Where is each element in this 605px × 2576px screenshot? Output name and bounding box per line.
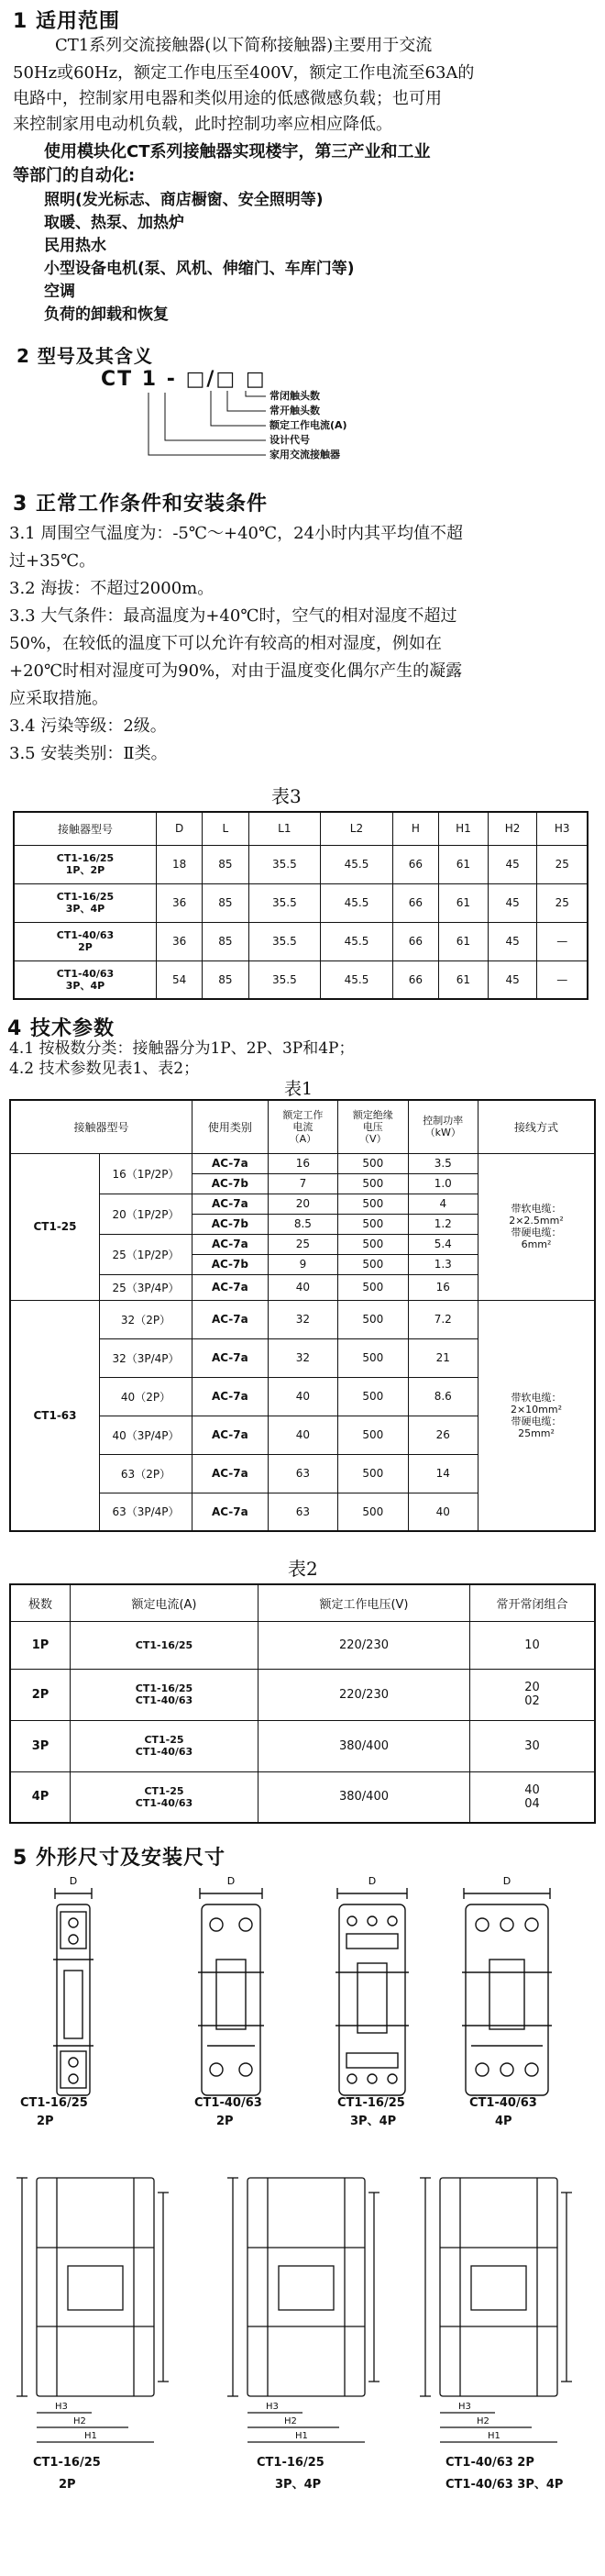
table1-voltage: 500 [338,1416,408,1454]
section4-heading: 4 技术参数 [7,1017,115,1040]
section2-heading: 2 型号及其含义 [16,345,153,367]
table2-model: CT1-25 [144,1734,184,1746]
table1-category: AC-7a [192,1377,269,1416]
tech-line: 4.1 按极数分类：接触器分为1P、2P、3P和4P； [9,1039,355,1058]
table3-model-poles: 3P、4P [65,903,105,915]
model-label-no: 常开触头数 [270,405,320,416]
table1-spec: 40（3P/4P） [100,1416,192,1454]
application-item: 民用热水 [44,237,106,255]
table3-cell: — [537,960,588,999]
condition-line: +20℃时相对湿度可为90%，对由于温度变化偶尔产生的凝露 [9,661,463,681]
table3-header: 接触器型号 [14,812,157,845]
table1-power: 21 [408,1338,478,1377]
side-views-drawing [0,2156,605,2486]
table1-caption: 表1 [284,1079,314,1099]
section1-para-line3: 电路中，控制家用电器和类似用途的低感微感负载；也可用 [13,89,442,108]
table1-spec: 25（3P/4P） [100,1274,192,1300]
table1-header-voltage: （V） [359,1132,387,1145]
table2-model: CT1-16/25 [135,1638,193,1651]
section1-heading: 1 适用范围 [13,10,120,33]
table1-voltage: 500 [338,1254,408,1274]
table2-pole: 1P [10,1621,71,1669]
table1-wiring: 带硬电缆： [511,1227,562,1238]
table1-wiring: 6mm² [521,1238,552,1250]
table1-spec: 25（1P/2P） [100,1234,192,1274]
table1-category: AC-7b [192,1173,269,1194]
table3-cell: 61 [439,922,489,960]
table2-combo: 10 [524,1638,540,1652]
table2-voltage: 220/230 [258,1621,470,1669]
table3-model-poles: 2P [78,941,93,953]
table2-model: CT1-25 [144,1784,184,1797]
side-view-caption-poles: 2P [59,2478,76,2492]
side-view-caption-model: CT1-16/25 [33,2456,101,2470]
table-row [14,845,588,883]
table1-power: 7.2 [408,1300,478,1338]
table1-category: AC-7a [192,1454,269,1493]
condition-line: 3.4 污染等级：2级。 [9,716,167,736]
table2-pole: 2P [10,1669,71,1720]
application-item: 取暖、热泵、加热炉 [44,214,184,232]
side-dim-label: H2 [73,2416,86,2426]
condition-line: 应采取措施。 [9,689,108,708]
table-row [10,1669,595,1720]
application-item: 小型设备电机(泵、风机、伸缩门、车库门等) [44,260,355,278]
table2-model: CT1-40/63 [135,1694,193,1706]
front-view-caption-poles: 2P [216,2115,234,2128]
table1-power: 1.2 [408,1214,478,1234]
table3-cell: 45.5 [321,922,393,960]
table3-model: CT1-40/63 [56,967,115,980]
table1-wiring: 带软电缆： [511,1391,562,1404]
table1-header-current: 电流 [292,1120,314,1133]
table1-voltage: 500 [338,1234,408,1254]
table1-wiring: 2×10mm² [510,1403,563,1416]
application-item: 负荷的卸载和恢复 [44,305,169,324]
table3-header: H [392,812,438,845]
table3-cell: 85 [203,960,248,999]
model-label-current: 额定工作电流(A) [270,419,347,431]
table1-voltage: 500 [338,1274,408,1300]
table1-power: 1.0 [408,1173,478,1194]
table3 [13,811,588,1000]
table1-voltage: 500 [338,1454,408,1493]
table3-cell: 45.5 [321,960,393,999]
table1-header-category: 使用类别 [192,1100,269,1153]
table3-cell: 61 [439,845,489,883]
section5-heading: 5 外形尺寸及安装尺寸 [13,1847,226,1870]
table1-header-power: （kW） [424,1127,461,1139]
table1-current: 25 [268,1234,337,1254]
table2-model: CT1-16/25 [135,1682,193,1694]
table1-category: AC-7a [192,1234,269,1254]
table1-voltage: 500 [338,1173,408,1194]
dim-label-d: D [368,1875,377,1887]
table1-spec: 32（3P/4P） [100,1338,192,1377]
table3-cell: 45 [488,845,537,883]
side-dim-label: H2 [284,2416,297,2426]
table-row [10,1771,595,1823]
table1-header-power: 控制功率 [423,1115,464,1127]
table2-header: 常开常闭组合 [470,1584,596,1621]
table3-header: L1 [248,812,321,845]
front-view-caption-model: CT1-16/25 [20,2096,88,2110]
table1-category: AC-7a [192,1338,269,1377]
table1-power: 16 [408,1274,478,1300]
table1-wiring: 2×2.5mm² [509,1215,564,1227]
condition-line: 过+35℃。 [9,551,96,571]
table1-category: AC-7b [192,1254,269,1274]
table1-header-current: 额定工作 [282,1108,324,1121]
side-view-caption-poles: CT1-40/63 3P、4P [446,2478,564,2492]
table3-cell: 85 [203,883,248,922]
dim-label-d: D [69,1875,78,1887]
table1-header-voltage: 额定绝缘 [352,1108,393,1121]
table3-cell: 35.5 [248,960,321,999]
table3-cell: 61 [439,883,489,922]
table1-current: 9 [268,1254,337,1274]
condition-line: 3.1 周围空气温度为：-5℃～+40℃，24小时内其平均值不超 [9,524,464,543]
table-row [10,1621,595,1669]
section1-para-line1: CT1系列交流接触器(以下简称接触器)主要用于交流 [55,36,433,55]
model-label-type: 家用交流接触器 [270,449,340,461]
table1-header-voltage: 电压 [362,1120,383,1133]
table1-category: AC-7a [192,1194,269,1214]
table3-cell: 45 [488,883,537,922]
table-row [14,883,588,922]
table2-header: 额定工作电压(V) [258,1584,470,1621]
table2-header: 极数 [10,1584,71,1621]
model-code: CT 1 - □/□ □ [101,368,267,391]
table3-cell: 35.5 [248,845,321,883]
table-row [10,1153,595,1173]
model-label-design: 设计代号 [270,434,310,446]
table3-model-poles: 1P、2P [65,864,105,876]
table1-power: 14 [408,1454,478,1493]
front-view-caption-model: CT1-40/63 [469,2096,537,2110]
table3-cell: 35.5 [248,883,321,922]
table1-voltage: 500 [338,1377,408,1416]
side-dim-label: H1 [84,2431,97,2441]
table1-spec: 40（2P） [100,1377,192,1416]
table2-pole: 4P [10,1771,71,1823]
model-label-nc: 常闭触头数 [270,390,320,402]
table1-wiring: 带软电缆： [511,1203,562,1215]
table1-voltage: 500 [338,1338,408,1377]
table1-category: AC-7a [192,1274,269,1300]
table1-current: 7 [268,1173,337,1194]
table1-current: 20 [268,1194,337,1214]
table1-current: 32 [268,1300,337,1338]
table3-caption: 表3 [271,785,302,807]
table3-model: CT1-40/63 [56,929,115,941]
table1-power: 4 [408,1194,478,1214]
table2-model: CT1-40/63 [135,1746,193,1758]
table2-combo: 04 [524,1796,540,1811]
table3-cell: 45.5 [321,845,393,883]
table3-model: CT1-16/25 [56,852,115,864]
condition-line: 3.3 大气条件：最高温度为+40℃时，空气的相对湿度不超过 [9,606,457,626]
tech-line: 4.2 技术参数见表1、表2； [9,1060,200,1078]
table1-power: 3.5 [408,1153,478,1173]
table1-power: 1.3 [408,1254,478,1274]
table3-cell: 18 [157,845,203,883]
table1-spec: 63（2P） [100,1454,192,1493]
table2-combo: 02 [524,1694,540,1708]
table1-current: 32 [268,1338,337,1377]
application-item: 照明(发光标志、商店橱窗、安全照明等) [44,191,324,209]
table1-current: 16 [268,1153,337,1173]
table2-combo: 30 [524,1738,540,1753]
table1-current: 63 [268,1493,337,1531]
front-view-caption-poles: 4P [495,2115,512,2128]
table3-model-poles: 3P、4P [65,979,105,992]
table1-category: AC-7a [192,1416,269,1454]
table3-cell: 25 [537,845,588,883]
table1-current: 40 [268,1377,337,1416]
table1 [9,1099,596,1532]
table1-voltage: 500 [338,1300,408,1338]
table3-cell: 85 [203,845,248,883]
table2 [9,1583,596,1824]
table3-cell: 45 [488,960,537,999]
dim-label-d: D [226,1875,236,1887]
table1-spec: 20（1P/2P） [100,1194,192,1234]
table1-voltage: 500 [338,1214,408,1234]
section1-para-line4: 来控制家用电动机负载，此时控制功率应相应降低。 [13,115,392,134]
side-dim-label: H1 [488,2431,500,2441]
modular-intro-line1: 使用模块化CT系列接触器实现楼宇，第三产业和工业 [44,142,431,161]
side-dim-label: H2 [477,2416,490,2426]
table-row [14,922,588,960]
table1-current: 8.5 [268,1214,337,1234]
application-item: 空调 [44,283,75,301]
condition-line: 3.2 海拔：不超过2000m。 [9,579,214,598]
table1-voltage: 500 [338,1153,408,1173]
table1-current: 63 [268,1454,337,1493]
side-view-caption-poles: 3P、4P [275,2478,322,2492]
front-view-caption-poles: 3P、4P [350,2115,397,2128]
table2-header: 额定电流(A) [71,1584,258,1621]
table3-cell: 54 [157,960,203,999]
side-view-caption-model: CT1-40/63 2P [446,2456,534,2470]
table3-cell: 66 [392,960,438,999]
table3-header: H2 [488,812,537,845]
table2-caption: 表2 [288,1558,318,1580]
table1-power: 8.6 [408,1377,478,1416]
table1-header-current: （A） [289,1132,317,1145]
table3-cell: 25 [537,883,588,922]
table2-combo: 20 [524,1681,540,1694]
table3-cell: 36 [157,883,203,922]
section1-para-line2: 50Hz或60Hz，额定工作电压至400V，额定工作电流至63A的 [13,63,475,83]
table3-header: H3 [537,812,588,845]
table1-spec: 63（3P/4P） [100,1493,192,1531]
side-dim-label: H3 [266,2402,279,2412]
table3-cell: 85 [203,922,248,960]
table-row [10,1720,595,1771]
condition-line: 50%，在较低的温度下可以允许有较高的相对湿度，例如在 [9,634,443,653]
table1-model-group: CT1-63 [10,1300,100,1531]
side-view-caption-model: CT1-16/25 [257,2456,324,2470]
table2-combo: 40 [524,1782,540,1797]
table2-model: CT1-40/63 [135,1796,193,1809]
condition-line: 3.5 安装类别：Ⅱ类。 [9,744,168,763]
table3-cell: 66 [392,845,438,883]
side-dim-label: H3 [55,2402,68,2412]
table3-cell: 36 [157,922,203,960]
table1-wiring: 25mm² [518,1427,555,1439]
table1-category: AC-7a [192,1493,269,1531]
table3-cell: 66 [392,922,438,960]
table3-cell: 61 [439,960,489,999]
application-list [44,189,355,327]
table3-header: D [157,812,203,845]
table3-cell: 66 [392,883,438,922]
front-view-caption-model: CT1-16/25 [337,2096,405,2110]
table-row [10,1300,595,1338]
table3-cell: 35.5 [248,922,321,960]
table3-cell: — [537,922,588,960]
dim-label-d: D [502,1875,512,1887]
table1-header-wiring: 接线方式 [478,1100,596,1153]
side-dim-label: H3 [458,2402,471,2412]
table1-category: AC-7a [192,1153,269,1173]
front-view-caption-poles: 2P [37,2115,54,2128]
table2-voltage: 380/400 [258,1720,470,1771]
table1-power: 5.4 [408,1234,478,1254]
table1-current: 40 [268,1416,337,1454]
table3-header: H1 [439,812,489,845]
table2-voltage: 380/400 [258,1771,470,1823]
front-view-caption-model: CT1-40/63 [194,2096,262,2110]
table1-voltage: 500 [338,1493,408,1531]
table1-power: 26 [408,1416,478,1454]
side-dim-label: H1 [295,2431,308,2441]
table3-header: L2 [321,812,393,845]
table3-cell: 45.5 [321,883,393,922]
table1-model-group: CT1-25 [10,1153,100,1300]
section3-heading: 3 正常工作条件和安装条件 [13,493,268,516]
table-row [14,960,588,999]
table1-power: 40 [408,1493,478,1531]
table1-voltage: 500 [338,1194,408,1214]
table1-spec: 32（2P） [100,1300,192,1338]
table3-cell: 45 [488,922,537,960]
table1-wiring: 带硬电缆： [511,1415,562,1427]
table1-category: AC-7b [192,1214,269,1234]
table2-voltage: 220/230 [258,1669,470,1720]
table3-header: L [203,812,248,845]
table1-header-model: 接触器型号 [10,1100,192,1153]
table2-pole: 3P [10,1720,71,1771]
table1-category: AC-7a [192,1300,269,1338]
modular-intro-line2: 等部门的自动化: [13,166,136,185]
table1-spec: 16（1P/2P） [100,1153,192,1194]
model-code-diagram [128,378,403,479]
table3-model: CT1-16/25 [56,891,115,903]
table1-current: 40 [268,1274,337,1300]
